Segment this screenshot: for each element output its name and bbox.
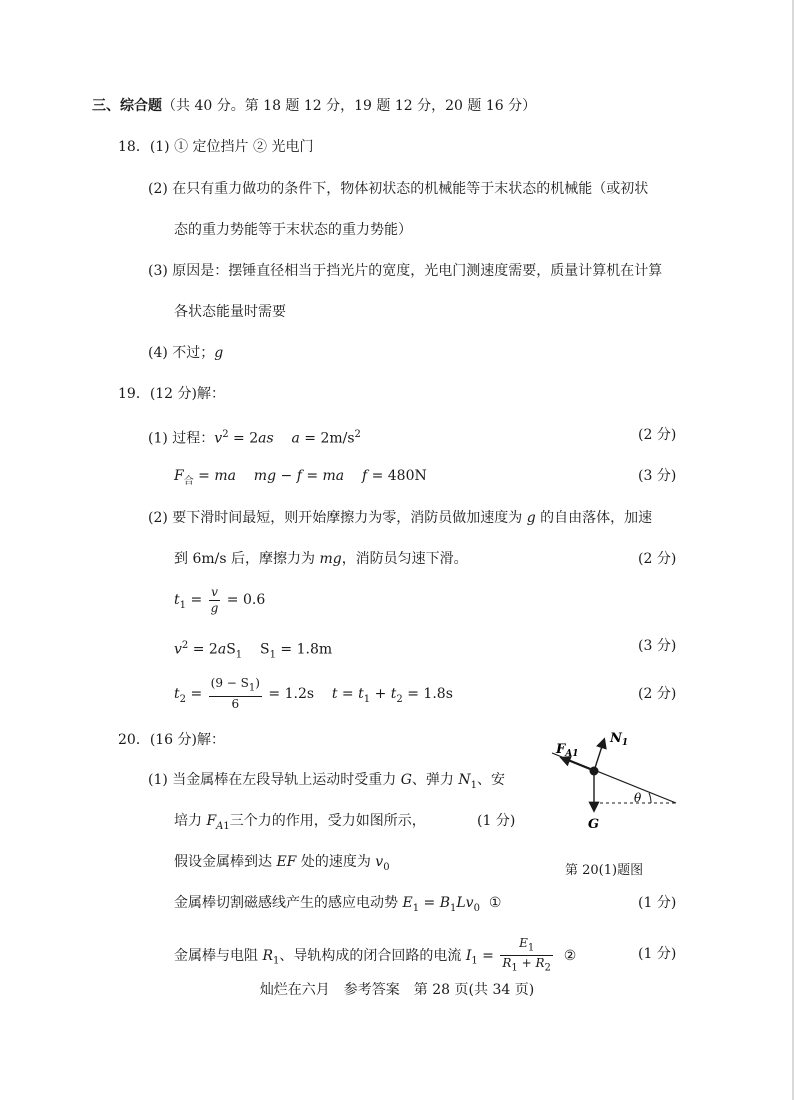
q19-line6-score: (2 分) xyxy=(638,686,677,702)
q20-line4-score: (1 分) xyxy=(638,895,677,911)
q19-line5: $v^2 = 2aS_1$ $S_1 = 1.8m$ xyxy=(174,640,333,661)
angle-arc xyxy=(649,793,651,803)
q19-line1: (1) 过程：$v^2 = 2as$ $a = 2m/s^2$ xyxy=(148,429,361,447)
label-G: G xyxy=(588,817,600,832)
q19-line4: $t_1$ = $\frac{v}{g}$ = 0.6 xyxy=(174,584,266,615)
q20-line2-score: (1 分) xyxy=(477,813,516,829)
force-N1-arrow xyxy=(594,740,604,771)
q18-part3-line1: (3) 原因是：摆锤直径相当于挡光片的宽度，光电门测速度需要，质量计算机在计算 xyxy=(148,263,663,279)
q19-line2-score: (3 分) xyxy=(638,468,677,484)
q20-line1: (1) 当金属棒在左段导轨上运动时受重力 G、弹力 $N_1$、安 xyxy=(148,772,505,791)
figure-caption: 第 20(1)题图 xyxy=(565,863,644,878)
q20-line4: 金属棒切割磁感线产生的感应电动势 $E_1 = B_1Lv_0$ ① xyxy=(174,895,502,914)
q19-line1-score: (2 分) xyxy=(638,427,677,443)
q18-part2-line2: 态的重力势能等于末状态的重力势能） xyxy=(174,222,412,238)
q19-line6: $t_2$ = $\frac{(9 - S_1)}{6}$ = 1.2s $t = t_1 + t_2 = 1.8s$ xyxy=(174,676,453,711)
q18-part4: (4) 不过；g xyxy=(148,345,224,361)
q20-line5-score: (1 分) xyxy=(638,946,677,962)
q18-part2-line1: (2) 在只有重力做功的条件下，物体初状态的机械能等于末状态的机械能（或初状 xyxy=(148,181,649,197)
q18-part3-line2: 各状态能量时需要 xyxy=(174,304,286,320)
force-FA1-arrow xyxy=(562,758,594,771)
q19-line3-score: (2 分) xyxy=(638,551,677,567)
q19-line3a: (2) 要下滑时间最短，则开始摩擦力为零，消防员做加速度为 g 的自由落体，加速 xyxy=(148,510,653,526)
q19-line3b: 到 6m/s 后，摩擦力为 mg，消防员匀速下滑。 xyxy=(174,551,468,567)
q18-part1: 18．(1) ① 定位挡片 ② 光电门 xyxy=(118,139,314,155)
q20-line2: 培力 $F_{A1}$三个力的作用，受力如图所示， xyxy=(174,813,426,832)
section-title: 三、综合题（共 40 分。第 18 题 12 分，19 题 12 分，20 题 16 分） xyxy=(92,98,537,114)
q20-heading: 20．(16 分)解： xyxy=(118,732,226,748)
q19-line2: $F_合$ = ma mg − f = ma f = 480N xyxy=(174,468,427,487)
incline-line xyxy=(552,753,676,803)
force-diagram xyxy=(548,728,684,838)
page-footer: 灿烂在六月 参考答案 第 28 页(共 34 页) xyxy=(259,982,535,998)
label-theta: θ xyxy=(634,791,642,805)
q19-heading: 19．(12 分)解： xyxy=(118,386,226,402)
q19-line5-score: (3 分) xyxy=(638,638,677,654)
q20-line5: 金属棒与电阻 $R_1$、导轨构成的闭合回路的电流 $I_1$ = $\frac{E_1}{R_1 + R_2}$ ② xyxy=(174,936,577,974)
q20-line3: 假设金属棒到达 EF 处的速度为 $v_0$ xyxy=(174,854,390,873)
label-N1: $N_1$ xyxy=(610,731,629,748)
label-FA1: $F_{A1}$ xyxy=(556,742,579,759)
